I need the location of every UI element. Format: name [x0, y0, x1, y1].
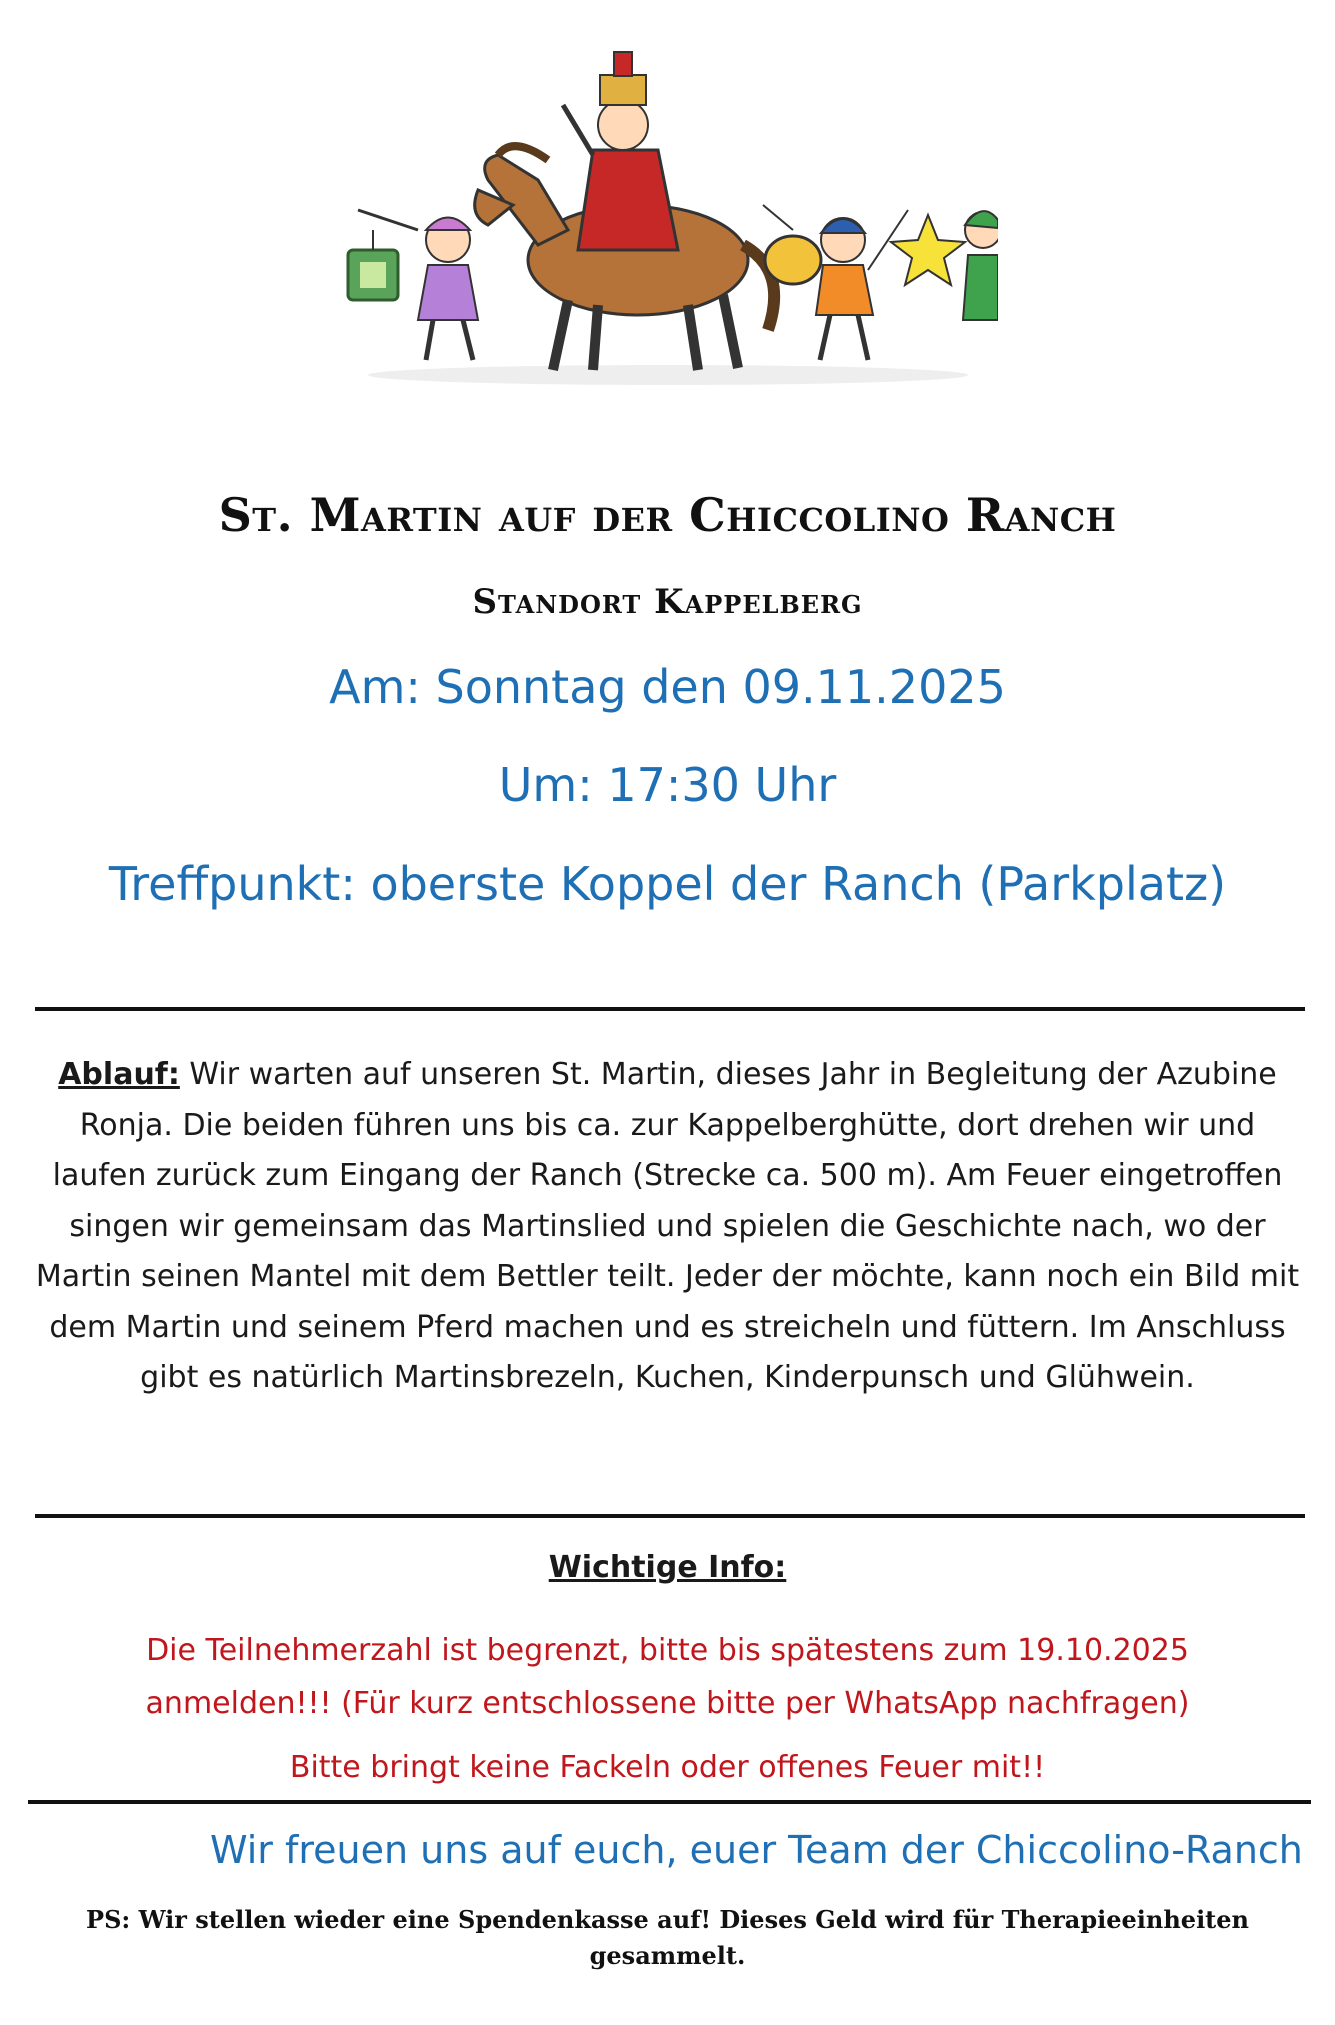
divider — [35, 1007, 1305, 1011]
location-subtitle: Standort Kappelberg — [472, 582, 863, 622]
registration-notice: Die Teilnehmerzahl ist begrenzt, bitte bis spätestens zum 19.10.2025 anmelden!!! (Für kurz entschlossene bitte per WhatsApp nachfragen) — [145, 1633, 1190, 1721]
postscript-note: PS: Wir stellen wieder eine Spendenkasse auf! Dieses Geld wird für Therapieeinheiten gesammelt. — [86, 1905, 1249, 1970]
page-title: St. Martin auf der Chiccolino Ranch — [218, 488, 1117, 542]
info-heading: Wichtige Info: — [548, 1550, 787, 1585]
schedule-text: Wir warten auf unseren St. Martin, dieses Jahr in Begleitung der Azubine Ronja. Die beiden führen uns bis ca. zur Kappelberghütte, dort drehen wir und laufen zurück zum Eingang der Ranch (Strecke ca. 500 m). Am Feuer eingetroffen singen wir gemeinsam das Martinslied und spielen die Geschichte nach, wo der Martin seinen Mantel mit dem Bettler teilt. Jeder der möchte, kann noch ein Bild mit dem Martin und seinem Pferd machen und es streicheln und füttern. Im Anschluss gibt es natürlich Martinsbrezeln, Kuchen, Kinderpunsch und Glühwein. — [35, 1057, 1300, 1395]
schedule-label: Ablauf: — [58, 1057, 180, 1092]
girl-with-lantern-figure — [348, 210, 478, 360]
divider — [35, 1514, 1305, 1518]
divider — [28, 1800, 1311, 1804]
event-date: Am: Sonntag den 09.11.2025 — [329, 660, 1006, 714]
st-martin-illustration — [338, 30, 998, 405]
meeting-point: Treffpunkt: oberste Koppel der Ranch (Parkplatz) — [108, 857, 1227, 911]
schedule-paragraph — [30, 1050, 1305, 1404]
event-time: Um: 17:30 Uhr — [498, 758, 837, 812]
child-partial-figure — [963, 211, 998, 320]
round-lantern-figure — [763, 205, 821, 284]
boy-with-star-lantern-figure — [816, 210, 965, 360]
closing-greeting: Wir freuen uns auf euch, euer Team der Chiccolino-Ranch — [210, 1828, 1303, 1872]
fire-warning: Bitte bringt keine Fackeln oder offenes Feuer mit!! — [289, 1750, 1046, 1785]
